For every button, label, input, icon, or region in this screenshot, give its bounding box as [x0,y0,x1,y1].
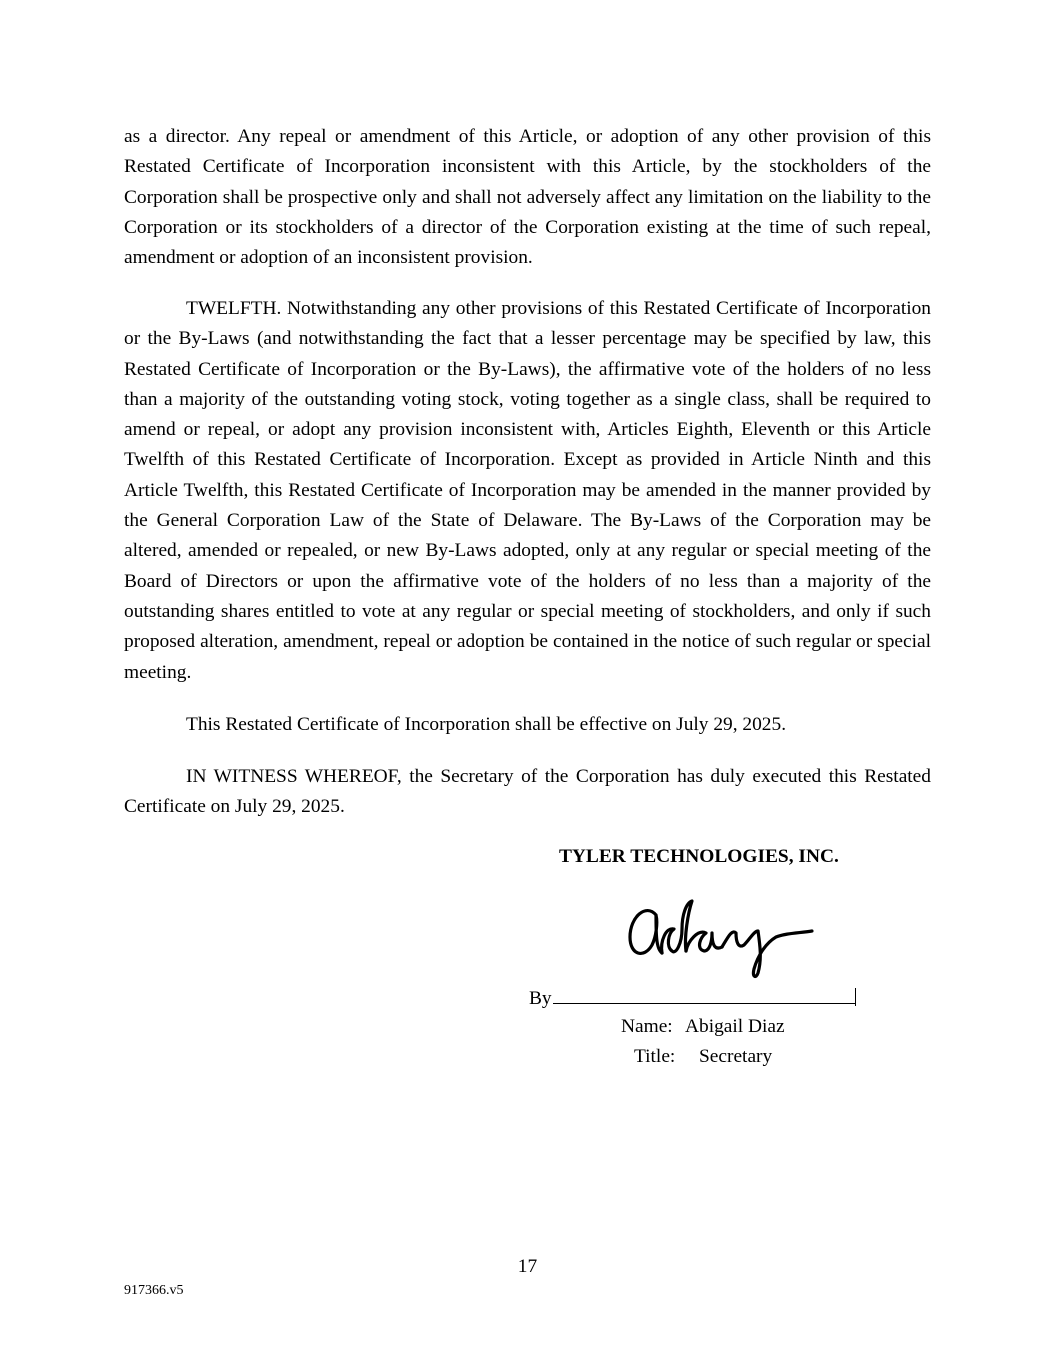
signatory-title: Secretary [699,1046,773,1067]
signature-underline [553,982,855,1004]
by-label: By [529,988,552,1009]
paragraph-in-witness: IN WITNESS WHEREOF, the Secretary of the Corporation has duly executed this Restated Certificate on July 29, 2025. [124,766,931,818]
document-id: 917366.v5 [124,1283,184,1298]
title-label: Title: [634,1046,676,1067]
signature-line [529,982,856,1014]
name-label: Name: [621,1016,673,1037]
paragraph-article-twelfth: TWELFTH. Notwithstanding any other provisions of this Restated Certificate of Incorporation or the By-Laws (and notwithstanding the fact that a lesser percentage may be specified by law, this Restated Certificate of Incorporation or the By-Laws), the affirmative vote of the holders of no less than a majority of the outstanding voting stock, voting together as a single class, shall be required to amend or repeal, or adopt any provision inconsistent with, Articles Eighth, Eleventh or this Article Twelfth of this Restated Certificate of Incorporation. Except as provided in Article Ninth and this Article Twelfth, this Restated Certificate of Incorporation may be amended in the manner provided by the General Corporation Law of the State of Delaware. The By-Laws of the Corporation may be altered, amended or repealed, or new By-Laws adopted, only at any regular or special meeting of the Board of Directors or upon the affirmative vote of the holders of no less than a majority of the outstanding shares entitled to vote at any regular or special meeting of stockholders, and only if such proposed alteration, amendment, repeal or adoption be contained in the notice of such regular or special meeting. [124,298,931,683]
signatory-name-row [621,1012,785,1042]
page-number: 17 [517,1256,538,1277]
signatory-name: Abigail Diaz [685,1016,785,1037]
handwritten-signature [626,893,818,981]
paragraph-effective-date: This Restated Certificate of Incorporation shall be effective on July 29, 2025. [186,714,787,735]
signatory-title-row [634,1042,772,1072]
paragraph-continuation: as a director. Any repeal or amendment of this Article, or adoption of any other provision of this Restated Certificate of Incorporation inconsistent with this Article, by the stockholders of the Corporation shall be prospective only and shall not adversely affect any limitation on the liability to the Corporation or its stockholders of a director of the Corporation existing at the time of such repeal, amendment or adoption of an inconsistent provision. [124,126,931,269]
company-name: TYLER TECHNOLOGIES, INC. [559,846,839,867]
signature-line-end [855,988,856,1006]
